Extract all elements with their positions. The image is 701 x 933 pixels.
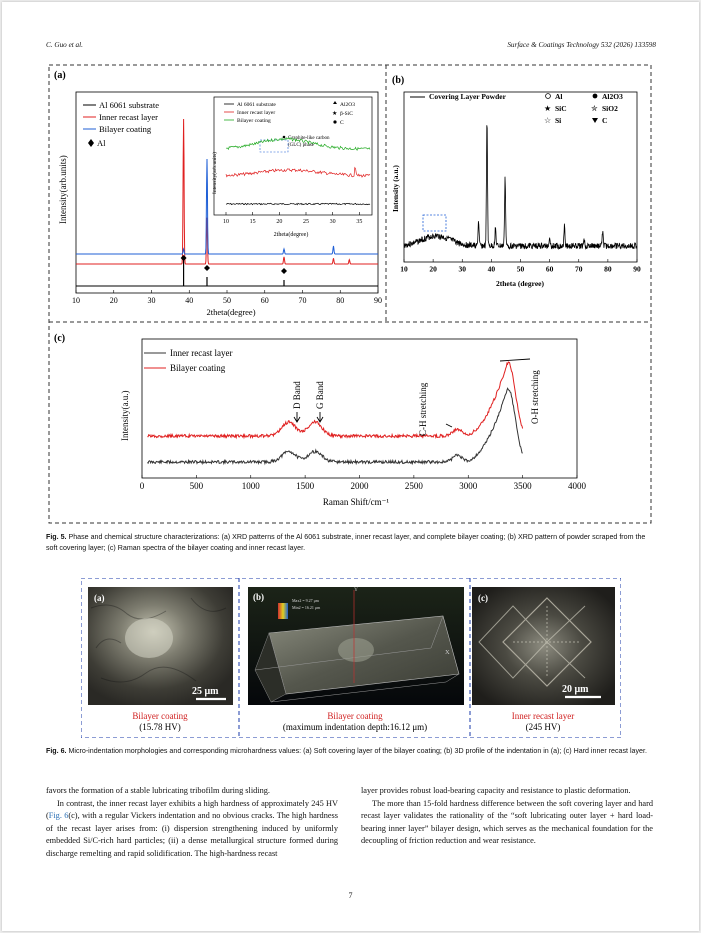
inset-legend-recast: Inner recast layer [237, 110, 276, 116]
photo-a-value: (15.78 HV) [139, 722, 181, 732]
x-tick-label: 30 [329, 219, 336, 225]
x-tick-label: 50 [223, 296, 231, 305]
annotation-d-band: D Band [292, 381, 302, 409]
x-tick-label: 3500 [513, 481, 532, 491]
panel-c-ylabel: Intensity(a.u.) [120, 390, 130, 441]
x-tick-label: 70 [575, 264, 583, 274]
figure-6 [81, 578, 621, 738]
panel-c-curves [147, 362, 522, 464]
paragraph: The more than 15-fold hardness difference between the soft covering layer and hard recast layer validates the rationality of the “soft lubricating outer layer + hard load-bearing inner layer” bilayer design, which serves as the mechanical foundation for the decoupling of friction reduction and wear resistance. [361, 798, 653, 845]
x-tick-label: 40 [185, 296, 194, 305]
open-circle-icon [546, 94, 551, 99]
x-tick-label: 2000 [350, 481, 369, 491]
x-tick-label: 2500 [404, 481, 423, 491]
photo-b-label: (b) [253, 592, 264, 602]
panel-a-xticks [72, 290, 382, 305]
x-tick-label: 80 [604, 264, 612, 274]
svg-text:(GLC) phase: (GLC) phase [288, 143, 314, 148]
panel-b [391, 75, 641, 288]
a-legend-bilayer: Bilayer coating [99, 124, 152, 134]
x-tick-label: 10 [72, 296, 80, 305]
panel-a [54, 70, 382, 317]
down-triangle-icon [592, 118, 598, 123]
photo-a-scale: 25 μm [192, 686, 219, 697]
photo-b-overlay-max: Max2 = 9.27 μm [292, 598, 319, 603]
figure-5 [48, 64, 652, 524]
panel-b-ylabel: Intensity (a.u.) [391, 165, 400, 212]
filled-circle-icon [593, 94, 598, 99]
x-tick-label: 1000 [241, 481, 260, 491]
x-tick-label: 60 [545, 264, 554, 274]
panel-b-curves [404, 125, 637, 249]
x-tick-label: 50 [516, 264, 525, 274]
panel-a-ylabel: Intensity(arb.units) [58, 155, 68, 224]
photo-a-label: (a) [94, 593, 105, 603]
body-column-left [46, 785, 338, 860]
annotation-oh-stretching: O-H stretching [530, 370, 540, 424]
panel-b-xlabel: 2theta (degree) [496, 279, 544, 288]
svg-text:SiO2: SiO2 [602, 104, 618, 113]
x-tick-label: 4000 [568, 481, 586, 491]
paragraph: favors the formation of a stable lubricating tribofilm during sliding. [46, 786, 270, 795]
body-column-right [361, 785, 653, 848]
panel-a-inset [211, 97, 372, 238]
panel-c-xticks [140, 475, 587, 491]
al-marker-icon [204, 265, 210, 271]
panel-a-xlabel: 2theta(degree) [206, 307, 256, 317]
annotation-ch-stretching: C-H stretching [418, 382, 428, 436]
photo-c-label: (c) [478, 593, 488, 603]
svg-text:Al2O3: Al2O3 [602, 92, 623, 101]
panel-b-label: (b) [392, 75, 405, 86]
inset-legend-substrate: Al 6061 substrate [237, 102, 276, 108]
panel-b-xticks [400, 259, 641, 274]
al-marker-icon [181, 255, 187, 261]
x-tick-label: 20 [276, 219, 283, 225]
photo-b [248, 587, 464, 705]
series-line [147, 388, 522, 463]
photo-c [472, 587, 615, 705]
x-tick-label: 1500 [296, 481, 315, 491]
photo-b-axis-y: Y [354, 587, 358, 593]
x-tick-label: 70 [298, 296, 307, 305]
inset-marker-c: C [340, 120, 344, 126]
panel-a-label: (a) [54, 70, 66, 81]
photo-c-scale: 20 μm [562, 684, 589, 695]
inset-xlabel: 2theta(degree) [273, 232, 309, 238]
x-tick-label: 35 [356, 219, 363, 225]
x-tick-label: 500 [189, 481, 204, 491]
series-line [404, 125, 637, 249]
panel-c-xlabel: Raman Shift/cm⁻¹ [322, 497, 390, 507]
x-tick-label: 30 [458, 264, 466, 274]
x-tick-label: 0 [139, 481, 145, 491]
a-legend-al: Al [97, 138, 106, 148]
paragraph: In contrast, the inner recast layer exhibits a high hardness of approximately 245 HV (Fig. 6(c), with a regular Vickers indentation and no obvious cracks. The high hardness of the recast layer arises from: (i) dispersion strengthening induced by uniformly embedded Si/C-rich hard particles; (ii) a dense metallurgical structure formed during discharge remelting and rapid solidification. The high-hardness recast [46, 798, 338, 858]
panel-c [54, 333, 587, 507]
photo-c-value: (245 HV) [525, 722, 561, 732]
photo-b-overlay-min: Min2 = 16.21 μm [292, 605, 321, 610]
paragraph: layer provides robust load-bearing capacity and resistance to plastic deformation. [361, 786, 631, 795]
page-number: 7 [348, 891, 353, 900]
inset-marker-al2o3: Al2O3 [340, 102, 355, 108]
inset-ylabel: Intensity(arb.units) [212, 151, 218, 194]
svg-text:SiC: SiC [555, 104, 567, 113]
x-tick-label: 10 [223, 219, 229, 225]
series-line [147, 362, 522, 438]
photo-c-title: Inner recast layer [511, 711, 575, 721]
x-tick-label: 60 [260, 296, 269, 305]
x-tick-label: 15 [249, 219, 256, 225]
inset-annotation: Graphite-like carbon [288, 136, 330, 141]
panel-c-label: (c) [54, 333, 66, 344]
photo-a-title: Bilayer coating [132, 711, 188, 721]
photo-b-value: (maximum indentation depth:16.12 μm) [282, 722, 428, 732]
fig6-reference-link[interactable]: Fig. 6 [48, 811, 69, 820]
inset-marker-sic: β-SiC [340, 111, 353, 117]
fig6-caption: Fig. 6. Micro-indentation morphologies and corresponding microhardness values: (a) Soft covering layer of the bilayer coating; (b) 3D profile of the indentation in (a); (c) Hard inner recast layer. [46, 747, 647, 755]
x-tick-label: 3000 [459, 481, 478, 491]
svg-text:Si: Si [555, 116, 562, 125]
b-legend: Covering Layer Powder [429, 92, 506, 101]
x-tick-label: 10 [400, 264, 408, 274]
star-icon-sio2: ✮ [591, 104, 598, 113]
circle-icon [333, 120, 336, 123]
svg-text:Al: Al [555, 92, 563, 101]
fig5-caption: Fig. 5. Phase and chemical structure characterizations: (a) XRD patterns of the Al 6061 substrate, inner recast layer, and complete bilayer coating; (b) XRD pattern of powder scraped from the soft covering layer; (c) Raman spectra of the bilayer coating and inner recast layer. [46, 533, 646, 552]
inset-legend-bilayer: Bilayer coating [237, 118, 271, 124]
b-marker-legend [544, 92, 623, 125]
filled-star-icon: ★ [544, 104, 552, 113]
annotation-g-band: G Band [315, 381, 325, 409]
x-tick-label: 40 [487, 264, 496, 274]
al-diamond-icon [88, 139, 94, 147]
photo-b-title: Bilayer coating [327, 711, 383, 721]
x-tick-label: 20 [429, 264, 437, 274]
running-header-journal: Surface & Coatings Technology 532 (2026) 133598 [507, 41, 656, 49]
x-tick-label: 25 [303, 219, 309, 225]
photo-b-axis-x: X [445, 649, 450, 656]
photo-a [88, 587, 233, 705]
svg-text:C: C [602, 116, 608, 125]
al-marker-icon [281, 268, 287, 274]
x-tick-label: 20 [109, 296, 118, 305]
x-tick-label: 30 [147, 296, 156, 305]
c-legend-recast: Inner recast layer [170, 348, 233, 358]
x-tick-label: 90 [633, 264, 641, 274]
c-legend-bilayer: Bilayer coating [170, 363, 226, 373]
a-legend-substrate: Al 6061 substrate [99, 100, 159, 110]
star-icon: ★ [332, 111, 338, 117]
x-tick-label: 80 [336, 296, 345, 305]
open-star-icon: ☆ [544, 116, 552, 125]
x-tick-label: 90 [374, 296, 382, 305]
a-legend-recast: Inner recast layer [99, 112, 158, 122]
running-header-authors: C. Guo et al. [46, 41, 83, 49]
